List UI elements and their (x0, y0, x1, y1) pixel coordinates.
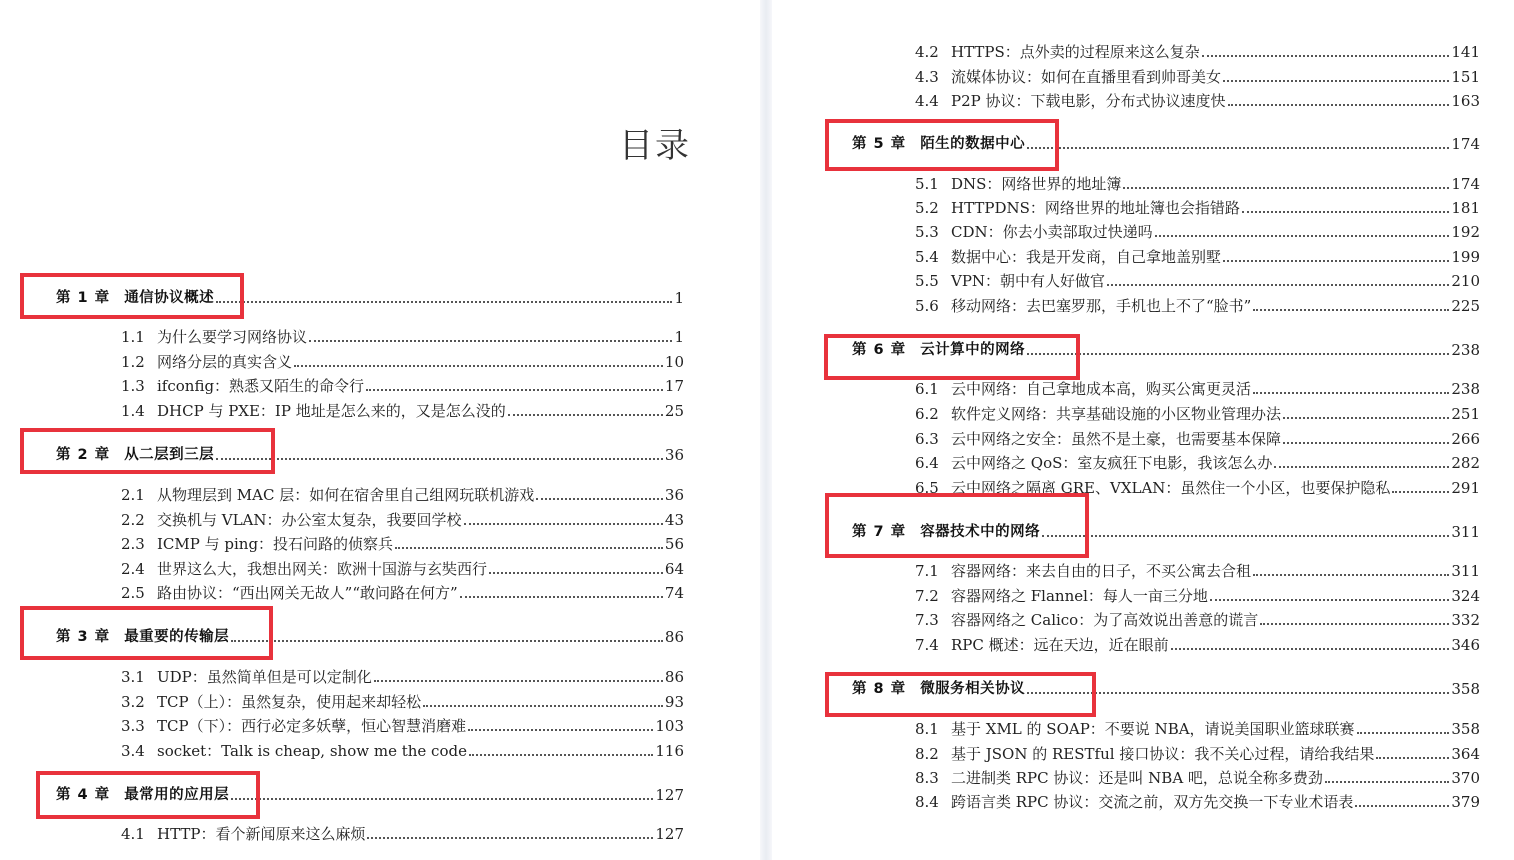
section-number: 1.4 (121, 402, 145, 420)
section-title: 软件定义网络：共享基础设施的小区物业管理办法 (951, 405, 1282, 423)
page-number: 10 (664, 353, 684, 371)
chapter-title: 最常用的应用层 (124, 787, 230, 803)
leader-dots (1223, 80, 1449, 82)
section-3-4-row (121, 740, 684, 762)
section-number: 5.5 (915, 272, 939, 290)
section-number: 7.2 (915, 587, 939, 605)
section-number: 6.4 (915, 454, 939, 472)
page-number: 251 (1451, 405, 1480, 423)
chapter-label: 第 2 章 (56, 447, 111, 463)
section-5-3-row (915, 221, 1480, 243)
page-number: 181 (1451, 199, 1480, 217)
section-title: 移动网络：去巴塞罗那，手机也上不了“脸书” (951, 297, 1252, 315)
page-number: 358 (1451, 680, 1480, 698)
chapter-label: 第 6 章 (852, 342, 907, 358)
section-number: 6.3 (915, 430, 939, 448)
section-title: 流媒体协议：如何在直播里看到帅哥美女 (951, 68, 1222, 86)
section-title: 云中网络之隔离 GRE、VXLAN：虽然住一个小区，也要保护隐私 (951, 479, 1391, 497)
section-7-4-row (915, 634, 1480, 656)
page-number: 379 (1451, 793, 1480, 811)
leader-dots (1253, 574, 1449, 576)
leader-dots (1253, 392, 1449, 394)
page-number: 266 (1451, 430, 1480, 448)
highlight-box-chapter-8 (825, 672, 1096, 717)
section-2-5-row (121, 582, 684, 604)
section-title: 容器网络之 Calico：为了高效说出善意的谎言 (951, 611, 1259, 629)
page-number: 332 (1451, 611, 1480, 629)
section-5-4-row (915, 246, 1480, 268)
leader-dots (1260, 623, 1449, 625)
section-number: 8.4 (915, 793, 939, 811)
page-number: 282 (1451, 454, 1480, 472)
page-number: 311 (1451, 523, 1480, 541)
leader-dots (1376, 757, 1449, 759)
highlight-box-chapter-1 (20, 273, 244, 319)
page-number: 25 (664, 402, 684, 420)
section-number: 5.4 (915, 248, 939, 266)
chapter-title: 容器技术中的网络 (920, 524, 1041, 540)
leader-dots (1210, 599, 1449, 601)
section-number: 2.4 (121, 560, 145, 578)
leader-dots (1325, 781, 1449, 783)
section-title: UDP：虽然简单但是可以定制化 (157, 668, 372, 686)
section-title: RPC 概述：远在天边，近在眼前 (951, 636, 1169, 654)
section-8-4-row (915, 791, 1480, 813)
section-1-3-row (121, 375, 684, 397)
chapter-label: 第 1 章 (56, 290, 111, 306)
section-title: 云中网络之 QoS：室友疯狂下电影，我该怎么办 (951, 454, 1273, 472)
section-number: 4.2 (915, 43, 939, 61)
leader-dots (1228, 104, 1450, 106)
section-2-2-row (121, 509, 684, 531)
section-title: ICMP 与 ping：投石问路的侦察兵 (157, 535, 394, 553)
section-title: socket：Talk is cheap, show me the code (157, 742, 467, 760)
section-number: 2.5 (121, 584, 145, 602)
page-number: 103 (655, 717, 684, 735)
section-title: 路由协议：“西出网关无故人”“敢问路在何方” (157, 584, 458, 602)
chapter-label: 第 5 章 (852, 136, 907, 152)
page-number: 174 (1451, 175, 1480, 193)
chapter-label: 第 3 章 (56, 629, 111, 645)
section-number: 4.3 (915, 68, 939, 86)
section-number: 8.3 (915, 769, 939, 787)
leader-dots (216, 301, 672, 303)
leader-dots (366, 389, 663, 391)
page-number: 364 (1451, 745, 1480, 763)
section-number: 2.3 (121, 535, 145, 553)
leader-dots (374, 680, 663, 682)
leader-dots (1253, 309, 1449, 311)
section-title: 云中网络：自己拿地成本高，购买公寓更灵活 (951, 380, 1252, 398)
section-7-2-row (915, 585, 1480, 607)
leader-dots (231, 798, 653, 800)
section-title: 跨语言类 RPC 协议：交流之前，双方先交换一下专业术语表 (951, 793, 1354, 811)
page-number: 36 (664, 486, 684, 504)
leader-dots (294, 365, 663, 367)
highlight-box-chapter-7 (825, 493, 1089, 558)
section-8-1-row (915, 718, 1480, 740)
section-number: 2.2 (121, 511, 145, 529)
section-5-5-row (915, 270, 1480, 292)
section-8-2-row (915, 743, 1480, 765)
leader-dots (1274, 466, 1449, 468)
leader-dots (1155, 235, 1450, 237)
page-number: 1 (674, 289, 684, 307)
page-number: 17 (664, 377, 684, 395)
page-number: 56 (664, 535, 684, 553)
section-number: 6.5 (915, 479, 939, 497)
right-page (772, 0, 1514, 860)
page-number: 163 (1451, 92, 1480, 110)
section-2-3-row (121, 533, 684, 555)
section-title: 交换机与 VLAN：办公室太复杂，我要回学校 (157, 511, 462, 529)
section-number: 5.3 (915, 223, 939, 241)
leader-dots (1042, 535, 1449, 537)
section-number: 3.1 (121, 668, 145, 686)
highlight-box-chapter-5 (825, 119, 1059, 171)
book-gutter (760, 0, 772, 860)
section-6-1-row (915, 378, 1480, 400)
section-title: 二进制类 RPC 协议：还是叫 NBA 吧，总说全称多费劲 (951, 769, 1323, 787)
section-title: 世界这么大，我想出网关：欧洲十国游与玄奘西行 (157, 560, 488, 578)
section-number: 5.1 (915, 175, 939, 193)
page-number: 225 (1451, 297, 1480, 315)
leader-dots (1223, 260, 1449, 262)
section-number: 2.1 (121, 486, 145, 504)
section-title: 从物理层到 MAC 层：如何在宿舍里自己组网玩联机游戏 (157, 486, 535, 504)
leader-dots (367, 837, 653, 839)
section-8-3-row (915, 767, 1480, 789)
section-title: 网络分层的真实含义 (157, 353, 293, 371)
leader-dots (468, 729, 653, 731)
leader-dots (231, 640, 663, 642)
page-number: 291 (1451, 479, 1480, 497)
leader-dots (1107, 284, 1449, 286)
section-title: 容器网络之 Flannel：每人一亩三分地 (951, 587, 1208, 605)
leader-dots (464, 523, 663, 525)
highlight-box-chapter-3 (20, 606, 273, 660)
section-title: 为什么要学习网络协议 (157, 328, 308, 346)
section-3-2-row (121, 691, 684, 713)
section-number: 8.1 (915, 720, 939, 738)
section-1-2-row (121, 351, 684, 373)
leader-dots (469, 754, 653, 756)
leader-dots (1392, 491, 1449, 493)
section-title: HTTPDNS：网络世界的地址簿也会指错路 (951, 199, 1240, 217)
section-2-4-row (121, 558, 684, 580)
section-3-3-row (121, 715, 684, 737)
chapter-title: 通信协议概述 (124, 290, 215, 306)
page-number: 93 (664, 693, 684, 711)
leader-dots (508, 414, 663, 416)
leader-dots (395, 547, 663, 549)
page-number: 151 (1451, 68, 1480, 86)
leader-dots (1355, 805, 1449, 807)
leader-dots (1027, 147, 1449, 149)
page-number: 370 (1451, 769, 1480, 787)
page-number: 358 (1451, 720, 1480, 738)
page-number: 192 (1451, 223, 1480, 241)
section-title: ifconfig：熟悉又陌生的命令行 (157, 377, 365, 395)
section-number: 3.4 (121, 742, 145, 760)
section-number: 3.2 (121, 693, 145, 711)
chapter-title: 最重要的传输层 (124, 629, 230, 645)
highlight-box-chapter-4 (36, 771, 260, 819)
section-number: 8.2 (915, 745, 939, 763)
leader-dots (1283, 417, 1449, 419)
section-number: 1.3 (121, 377, 145, 395)
leader-dots (1171, 648, 1450, 650)
page-number: 174 (1451, 135, 1480, 153)
section-number: 5.2 (915, 199, 939, 217)
chapter-title: 从二层到三层 (124, 447, 215, 463)
page-number: 116 (655, 742, 684, 760)
chapter-label: 第 7 章 (852, 524, 907, 540)
section-title: P2P 协议：下载电影，分布式协议速度快 (951, 92, 1226, 110)
section-number: 6.1 (915, 380, 939, 398)
leader-dots (423, 705, 663, 707)
chapter-label: 第 4 章 (56, 787, 111, 803)
highlight-box-chapter-6 (824, 334, 1080, 380)
highlight-box-chapter-2 (20, 428, 275, 474)
leader-dots (1123, 187, 1449, 189)
section-6-4-row (915, 452, 1480, 474)
page-number: 1 (674, 328, 684, 346)
section-4-4-row (915, 90, 1480, 112)
section-1-4-row (121, 400, 684, 422)
leader-dots (1202, 55, 1450, 57)
section-4-2-row (915, 41, 1480, 63)
leader-dots (1283, 442, 1449, 444)
section-4-3-row (915, 66, 1480, 88)
section-number: 7.3 (915, 611, 939, 629)
page-number: 127 (655, 825, 684, 843)
page-number: 324 (1451, 587, 1480, 605)
section-6-2-row (915, 403, 1480, 425)
section-5-2-row (915, 197, 1480, 219)
page-number: 86 (664, 628, 684, 646)
section-number: 5.6 (915, 297, 939, 315)
section-title: 基于 XML 的 SOAP：不要说 NBA，请说美国职业篮球联赛 (951, 720, 1355, 738)
section-5-1-row (915, 173, 1480, 195)
section-title: HTTP：看个新闻原来这么麻烦 (157, 825, 366, 843)
leader-dots (216, 458, 663, 460)
leader-dots (309, 340, 672, 342)
section-number: 1.1 (121, 328, 145, 346)
page-number: 238 (1451, 380, 1480, 398)
chapter-title: 云计算中的网络 (920, 342, 1026, 358)
section-number: 6.2 (915, 405, 939, 423)
page-number: 86 (664, 668, 684, 686)
page-number: 199 (1451, 248, 1480, 266)
section-number: 4.1 (121, 825, 145, 843)
section-7-3-row (915, 609, 1480, 631)
section-title: TCP（下）：西行必定多妖孽，恒心智慧消磨难 (157, 717, 467, 735)
section-5-6-row (915, 295, 1480, 317)
section-title: HTTPS：点外卖的过程原来这么复杂 (951, 43, 1200, 61)
chapter-title: 陌生的数据中心 (920, 136, 1026, 152)
section-number: 3.3 (121, 717, 145, 735)
section-title: TCP（上）：虽然复杂，使用起来却轻松 (157, 693, 422, 711)
section-title: 基于 JSON 的 RESTful 接口协议：我不关心过程，请给我结果 (951, 745, 1375, 763)
page-number: 36 (664, 446, 684, 464)
page-number: 346 (1451, 636, 1480, 654)
chapter-label: 第 8 章 (852, 681, 907, 697)
section-6-3-row (915, 428, 1480, 450)
chapter-title: 微服务相关协议 (920, 681, 1026, 697)
page-number: 64 (664, 560, 684, 578)
section-title: 云中网络之安全：虽然不是土豪，也需要基本保障 (951, 430, 1282, 448)
section-title: VPN：朝中有人好做官 (951, 272, 1106, 290)
page-number: 74 (664, 584, 684, 602)
leader-dots (489, 572, 663, 574)
page-number: 43 (664, 511, 684, 529)
section-title: 数据中心：我是开发商，自己拿地盖别墅 (951, 248, 1222, 266)
section-number: 7.4 (915, 636, 939, 654)
section-1-1-row (121, 326, 684, 348)
leader-dots (1357, 732, 1450, 734)
page-number: 127 (655, 786, 684, 804)
section-title: DHCP 与 PXE：IP 地址是怎么来的，又是怎么没的 (157, 402, 506, 420)
section-2-1-row (121, 484, 684, 506)
section-number: 4.4 (915, 92, 939, 110)
page-number: 238 (1451, 341, 1480, 359)
leader-dots (536, 498, 663, 500)
section-title: DNS：网络世界的地址簿 (951, 175, 1122, 193)
page-number: 210 (1451, 272, 1480, 290)
toc-title: 目录 (619, 126, 691, 166)
section-4-1-row (121, 823, 684, 845)
section-title: CDN：你去小卖部取过快递吗 (951, 223, 1153, 241)
section-title: 容器网络：来去自由的日子，不买公寓去合租 (951, 562, 1252, 580)
leader-dots (460, 596, 663, 598)
page-number: 141 (1451, 43, 1480, 61)
leader-dots (1027, 353, 1449, 355)
section-number: 7.1 (915, 562, 939, 580)
leader-dots (1242, 211, 1449, 213)
section-7-1-row (915, 560, 1480, 582)
section-number: 1.2 (121, 353, 145, 371)
section-3-1-row (121, 666, 684, 688)
page-number: 311 (1451, 562, 1480, 580)
